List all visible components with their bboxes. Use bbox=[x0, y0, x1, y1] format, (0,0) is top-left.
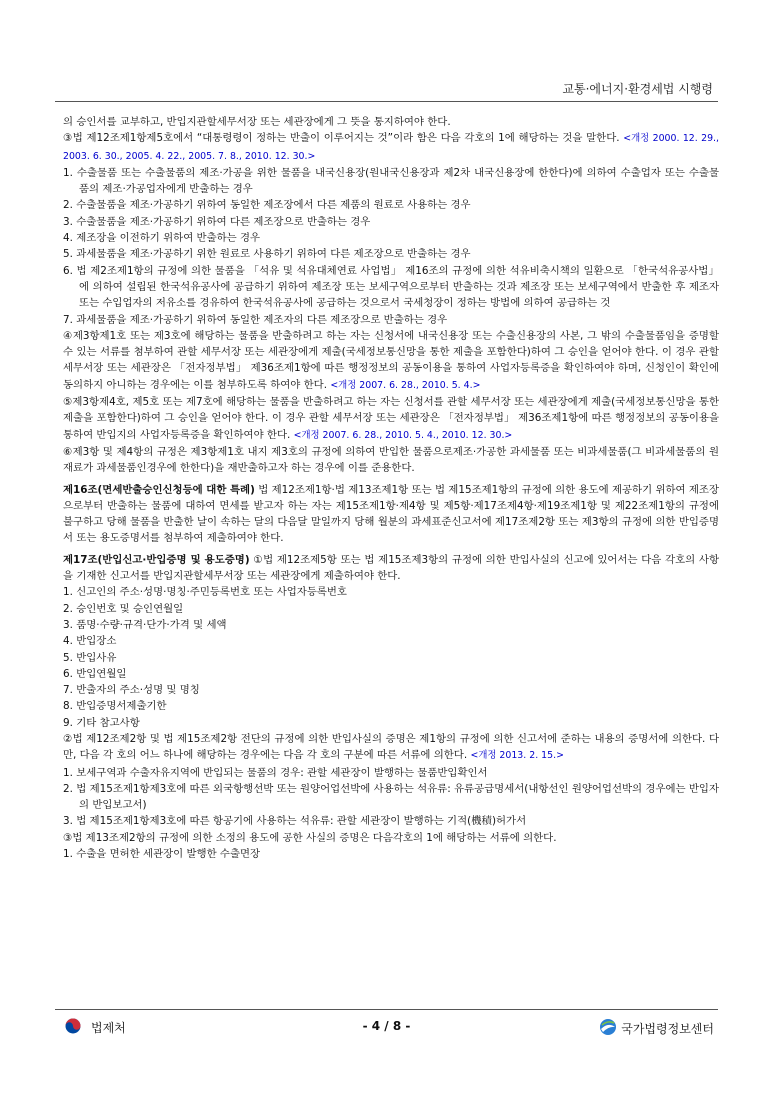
list-item: 2. 법 제15조제1항제3호에 따른 외국항행선박 또는 원양어업선박에 사용하는 석유류: 유류공급명세서(내항선인 원양어업선박의 경우에는 반입자의 반입보고서) bbox=[63, 782, 719, 812]
paragraph bbox=[63, 394, 719, 444]
list-item: 6. 법 제2조제1항의 규정에 의한 물품을 「석유 및 석유대체연료 사업법」 제16조의 규정에 의한 석유비축시책의 일환으로 「한국석유공사법」에 의하여 설립된 한국석유공사에 공급하기 위하여 제조장 또는 보세구역으로부터 반출하는 것과 제조장 또는 보세구역에서 반출한 후 제조자 또는 수입업자의 저유소를 경유하여 한국석유공사에 공급하는 것으로서 국세청장이 정하는 방법에 의하여 공급하는 것 bbox=[63, 264, 719, 310]
page-number: - 4 / 8 - bbox=[362, 1019, 411, 1033]
page-footer bbox=[55, 1016, 718, 1038]
list-item: 1. 보세구역과 수출자유지역에 반입되는 물품의 경우: 관할 세관장이 발행하는 물품반입확인서 bbox=[63, 766, 488, 779]
paragraph-text: ②법 제12조제2항 및 법 제15조제2항 전단의 규정에 의한 반입사실의 증명은 제1항의 규정에 의한 신고서에 준하는 내용의 증명서에 의한다. 다만, 다음 각 호의 어느 하나에 해당하는 경우에는 다음 각 호의 구분에 따른 서류에 의한다. bbox=[63, 732, 719, 762]
list-item: 9. 기타 참고사항 bbox=[63, 716, 140, 729]
publisher-name: 법제처 bbox=[91, 1021, 126, 1035]
article-title: 제17조(반입신고·반입증명 및 용도증명) bbox=[63, 553, 250, 566]
list-item: 6. 반입연월일 bbox=[63, 667, 127, 680]
footer-source bbox=[599, 1018, 714, 1039]
paragraph bbox=[63, 328, 719, 394]
list-item: 5. 반입사유 bbox=[63, 651, 117, 664]
paragraph bbox=[63, 130, 719, 165]
list-item: 1. 수출을 면허한 세관장이 발행한 수출면장 bbox=[63, 848, 261, 861]
header-divider bbox=[55, 101, 718, 102]
amendment-note: <개정 2007. 6. 28., 2010. 5. 4., 2010. 12. 30.> bbox=[293, 429, 513, 441]
list-item: 1. 신고인의 주소·성명·명칭·주민등록번호 또는 사업자등록번호 bbox=[63, 586, 347, 599]
article-16 bbox=[63, 482, 719, 547]
paragraph bbox=[63, 731, 719, 765]
list-item: 1. 수출물품 또는 수출물품의 제조·가공을 위한 물품을 내국신용장(원내국신용장과 제2차 내국신용장에 한한다)에 의하여 수출업자 또는 수출물품의 제조·가공업자에게 반출하는 경우 bbox=[63, 166, 719, 196]
paragraph-text: ③법 제12조제1항제5호에서 “대통령령이 정하는 반출이 이루어지는 것”이라 함은 다음 각호의 1에 해당하는 것을 말한다. bbox=[63, 132, 620, 145]
article-17 bbox=[63, 552, 719, 585]
amendment-note: <개정 2007. 6. 28., 2010. 5. 4.> bbox=[330, 379, 481, 391]
paragraph: ③법 제13조제2항의 규정에 의한 소정의 용도에 공한 사실의 증명은 다음각호의 1에 해당하는 서류에 의한다. bbox=[63, 831, 557, 844]
document-header-title: 교통·에너지·환경세법 시행령 bbox=[562, 82, 713, 96]
list-item: 2. 수출물품을 제조·가공하기 위하여 동일한 제조장에서 다른 제품의 원료로 사용하는 경우 bbox=[63, 199, 471, 212]
list-item: 2. 승인번호 및 승인연월일 bbox=[63, 602, 184, 615]
document-body bbox=[63, 114, 719, 862]
paragraph: 의 승인서를 교부하고, 반입지관할세무서장 또는 세관장에게 그 뜻을 통지하여야 한다. bbox=[63, 116, 451, 128]
list-item: 5. 과세물품을 제조·가공하기 위한 원료로 사용하기 위하여 다른 제조장으로 반출하는 경우 bbox=[63, 248, 471, 261]
list-item: 3. 수출물품을 제조·가공하기 위하여 다른 제조장으로 반출하는 경우 bbox=[63, 215, 371, 228]
law-info-center-logo-icon bbox=[599, 1018, 617, 1039]
paragraph-text: ⑤제3항제4호, 제5호 또는 제7호에 해당하는 물품을 반출하려고 하는 자는 신청서를 관할 세무서장 또는 세관장에게 제출(국세정보통신망을 통한 제출을 포함한다)하여 그 승인을 얻어야 한다. 이 경우 관할 세무서장 또는 세관장은 「전자정부법」 제36조제1항에 따른 행정정보의 공동이용을 통하여 반입지의 사업자등록증을 확인하여야 한다. bbox=[63, 396, 719, 441]
amendment-note: <개정 2013. 2. 15.> bbox=[470, 750, 564, 762]
list-item: 4. 제조장을 이전하기 위하여 반출하는 경우 bbox=[63, 232, 261, 245]
list-item: 7. 과세물품을 제조·가공하기 위하여 동일한 제조자의 다른 제조장으로 반출하는 경우 bbox=[63, 313, 448, 326]
amendment-note: <개정 2000. 12. 29., 2003. 6. 30., 2005. 4. 22., 2005. 7. 8., 2010. 12. 30.> bbox=[63, 133, 719, 162]
source-name: 국가법령정보센터 bbox=[621, 1022, 714, 1036]
article-text: 법 제12조제1항·법 제13조제1항 또는 법 제15조제1항의 규정에 의한 용도에 제공하기 위하여 제조장으로부터 반출하는 물품에 대하여 면세를 받고자 하는 자는 제15조제1항·제4항 및 제5항·제17조제4항·제19조제1항 및 제22조제1항의 규정에 불구하고 당해 물품을 반출한 날이 속하는 달의 다음달 말일까지 당해 월분의 과세표준신고서에 제17조제2항 또는 제3항의 규정에 의한 반입증명서 또는 용도증명서를 첨부하여 제출하여야 한다. bbox=[63, 483, 719, 545]
paragraph-text: ④제3항제1호 또는 제3호에 해당하는 물품을 반출하려고 하는 자는 신청서에 내국신용장 또는 수출신용장의 사본, 그 밖의 수출물품임을 증명할 수 있는 서류를 첨부하여 관할 세무서장 또는 세관장에게 제출(국세정보통신망을 통한 제출을 포함한다)하여 그 승인을 얻어야 한다. 이 경우 관할 세무서장 또는 세관장은 「전자정부법」 제36조제1항에 따른 행정정보의 공동이용을 통하여 사업자등록증을 확인하여야 하며, 신청인이 확인에 동의하지 아니하는 경우에는 이를 첨부하도록 하여야 한다. bbox=[63, 329, 719, 391]
paragraph: ⑥제3항 및 제4항의 규정은 제3항제1호 내지 제3호의 규정에 의하여 반입한 물품으로제조·가공한 과세물품 또는 비과세물품(그 비과세물품의 원재료가 과세물품인경우에 한한다)을 재반출하고자 하는 경우에 이를 준용한다. bbox=[63, 445, 719, 475]
list-item: 3. 품명·수량·규격·단가·가격 및 세액 bbox=[63, 618, 227, 631]
list-item: 4. 반입장소 bbox=[63, 635, 117, 648]
article-text: ①법 제12조제5항 또는 법 제15조제3항의 규정에 의한 반입사실의 신고에 있어서는 다음 각호의 사항을 기재한 신고서를 반입지관할세무서장 또는 세관장에게 제출하여야 한다. bbox=[63, 553, 719, 583]
article-title: 제16조(면세반출승인신청등에 대한 특례) bbox=[63, 483, 255, 496]
list-item: 7. 반출자의 주소·성명 및 명칭 bbox=[63, 684, 200, 697]
list-item: 3. 법 제15조제1항제3호에 따른 항공기에 사용하는 석유류: 관할 세관장이 발행하는 기적(機積)허가서 bbox=[63, 815, 527, 828]
list-item: 8. 반입증명서제출기한 bbox=[63, 700, 167, 713]
footer-divider bbox=[55, 1009, 718, 1010]
